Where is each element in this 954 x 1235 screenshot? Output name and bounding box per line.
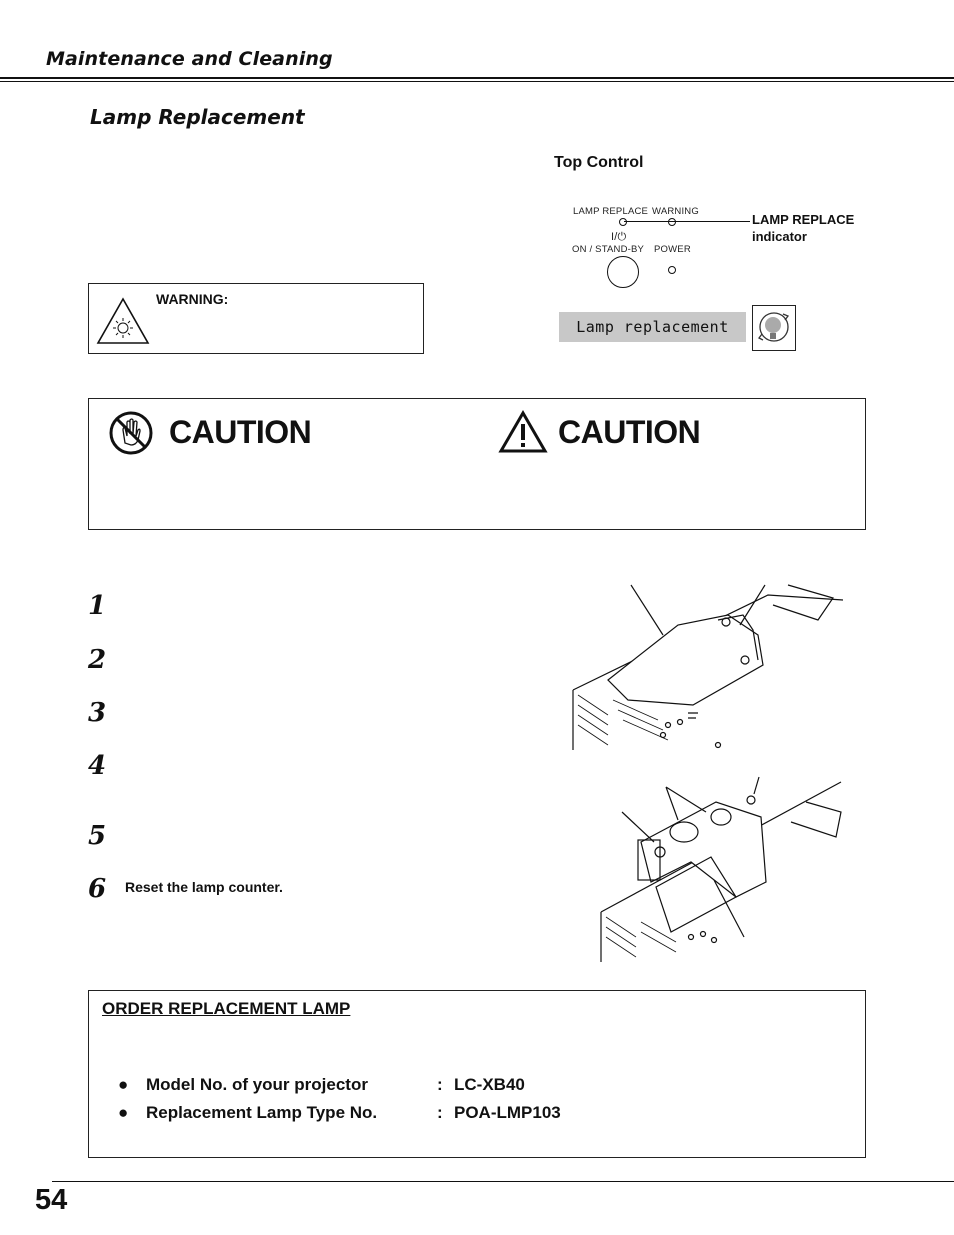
- on-standby-label: ON / STAND-BY: [572, 244, 645, 255]
- lamp-type-value: POA-LMP103: [454, 1103, 561, 1122]
- lamp-type-separator: :: [437, 1103, 443, 1122]
- lamp-replace-label: LAMP REPLACE: [573, 206, 649, 217]
- callout-line2: indicator: [752, 229, 807, 244]
- power-indicator: [668, 266, 676, 274]
- step-number-2: 2: [88, 645, 107, 675]
- lamp-replace-indicator: [619, 218, 627, 226]
- order-row-model: [118, 1075, 128, 1095]
- step-number-6: 6: [88, 874, 107, 904]
- step-number-3: 3: [88, 698, 107, 728]
- lamp-replace-callout: [752, 211, 854, 245]
- step-number-1: 1: [88, 591, 107, 621]
- lamp-replacement-onscreen: Lamp replacement: [559, 312, 746, 342]
- power-label: POWER: [654, 244, 691, 255]
- uv-warning-icon: [95, 296, 151, 346]
- model-label: Model No. of your projector: [146, 1075, 368, 1094]
- on-standby-button[interactable]: [607, 256, 639, 288]
- warning-indicator: [668, 218, 676, 226]
- on-standby-symbol: I/⏻: [611, 231, 627, 243]
- callout-line: [624, 221, 750, 222]
- page-subtitle: Lamp Replacement: [90, 105, 305, 129]
- step-number-5: 5: [88, 821, 107, 851]
- model-separator: :: [437, 1075, 443, 1094]
- lamp-module-illustration: [596, 772, 844, 962]
- step-6-text: Reset the lamp counter.: [125, 879, 283, 895]
- order-row-lamp: [118, 1103, 128, 1123]
- lamp-type-label: Replacement Lamp Type No.: [146, 1103, 378, 1122]
- header-rule: [0, 77, 954, 79]
- warning-label: WARNING:: [156, 291, 229, 307]
- caution-triangle-icon: [498, 410, 548, 454]
- bullet-icon: ●: [118, 1103, 129, 1122]
- section-title: Maintenance and Cleaning: [46, 48, 333, 70]
- bullet-icon: ●: [118, 1075, 129, 1094]
- footer-rule: [52, 1181, 954, 1182]
- lamp-replace-icon: [752, 305, 796, 351]
- model-value: LC-XB40: [454, 1075, 525, 1094]
- warning-indicator-label: WARNING: [652, 206, 699, 217]
- header-rule-thin: [0, 81, 954, 82]
- no-touch-icon: [108, 410, 154, 456]
- caution-heading-right: CAUTION: [558, 414, 701, 450]
- top-control-heading: Top Control: [554, 154, 644, 171]
- page-number: 54: [35, 1184, 68, 1216]
- caution-heading-left: CAUTION: [169, 414, 312, 450]
- order-lamp-title: ORDER REPLACEMENT LAMP: [102, 999, 351, 1018]
- lamp-cover-illustration: [568, 580, 843, 750]
- callout-line1: LAMP REPLACE: [752, 212, 855, 227]
- step-number-4: 4: [88, 751, 107, 781]
